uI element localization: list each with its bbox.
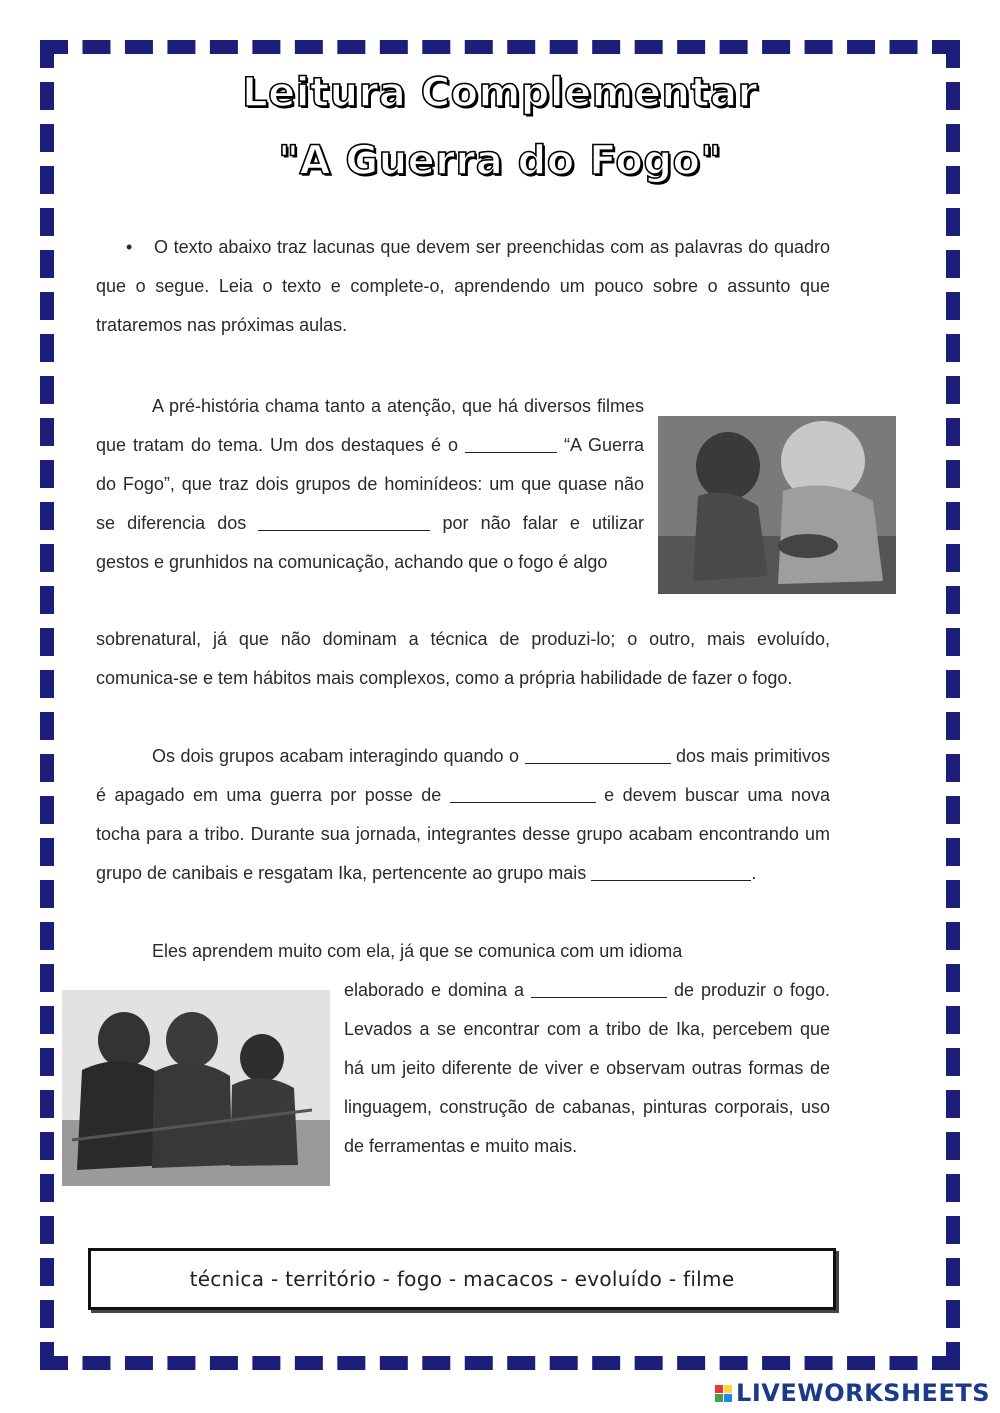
paragraph-2 — [96, 737, 830, 893]
blank-input-1[interactable] — [465, 434, 557, 453]
blank-input-4[interactable] — [450, 784, 596, 803]
paragraph-2-text-b: dos mais primitivos é apagado em uma guerra por posse de — [96, 746, 830, 805]
paragraph-3-text-c: de produzir o fogo. Levados a se encontrar com a tribo de Ika, percebem que há um jeito diferente de viver e observam outras formas de linguagem, construção de cabanas, pinturas corporais, uso de ferramentas e muito mais. — [344, 980, 830, 1156]
film-still-image-1 — [658, 416, 896, 594]
page-subtitle: "A Guerra do Fogo" — [278, 138, 722, 184]
paragraph-3-text-b: elaborado e domina a — [344, 980, 525, 1000]
paragraph-1 — [96, 387, 644, 582]
paragraph-1-text-a: A pré-história chama tanto a atenção, que há diversos filmes que tratam do tema. Um dos destaques é o — [96, 396, 644, 455]
paragraph-1-text-c: por não falar e utilizar gestos e grunhidos na comunicação, achando que o fogo é algo — [96, 513, 644, 572]
paragraph-2-text-d: . — [751, 863, 757, 883]
blank-input-2[interactable] — [258, 512, 430, 531]
paragraph-3-text-a: Eles aprendem muito com ela, já que se comunica com um idioma — [152, 941, 683, 961]
bullet-icon: • — [126, 237, 133, 257]
brand-name: LIVEWORKSHEETS — [736, 1379, 990, 1407]
film-still-image-2 — [62, 990, 330, 1186]
word-bank: técnica - território - fogo - macacos - evoluído - filme — [88, 1248, 836, 1310]
blank-input-6[interactable] — [531, 979, 667, 998]
paragraph-3 — [96, 932, 830, 971]
paragraph-2-text-a: Os dois grupos acabam interagindo quando o — [152, 746, 520, 766]
logo-squares-icon — [715, 1385, 732, 1402]
blank-input-5[interactable] — [591, 862, 751, 881]
liveworksheets-logo — [715, 1376, 990, 1410]
instructions — [96, 228, 830, 345]
page-title: Leitura Complementar — [242, 70, 758, 116]
blank-input-3[interactable] — [525, 745, 671, 764]
paragraph-2-text-c: e devem buscar uma nova tocha para a tribo. Durante sua jornada, integrantes desse grupo acabam encontrando um grupo de canibais e resgatam Ika, pertencente ao grupo mais — [96, 785, 830, 883]
paragraph-1-text-b: “A Guerra do Fogo”, que traz dois grupos de hominídeos: um que quase não se diferencia dos — [96, 435, 644, 533]
paragraph-3-continued — [344, 971, 830, 1166]
paragraph-1-continued: sobrenatural, já que não dominam a técnica de produzi-lo; o outro, mais evoluído, comunica-se e tem hábitos mais complexos, como a própria habilidade de fazer o fogo. — [96, 629, 830, 688]
instructions-text: O texto abaixo traz lacunas que devem ser preenchidas com as palavras do quadro que o segue. Leia o texto e complete-o, aprendendo um pouco sobre o assunto que trataremos nas próximas aulas. — [96, 237, 830, 335]
